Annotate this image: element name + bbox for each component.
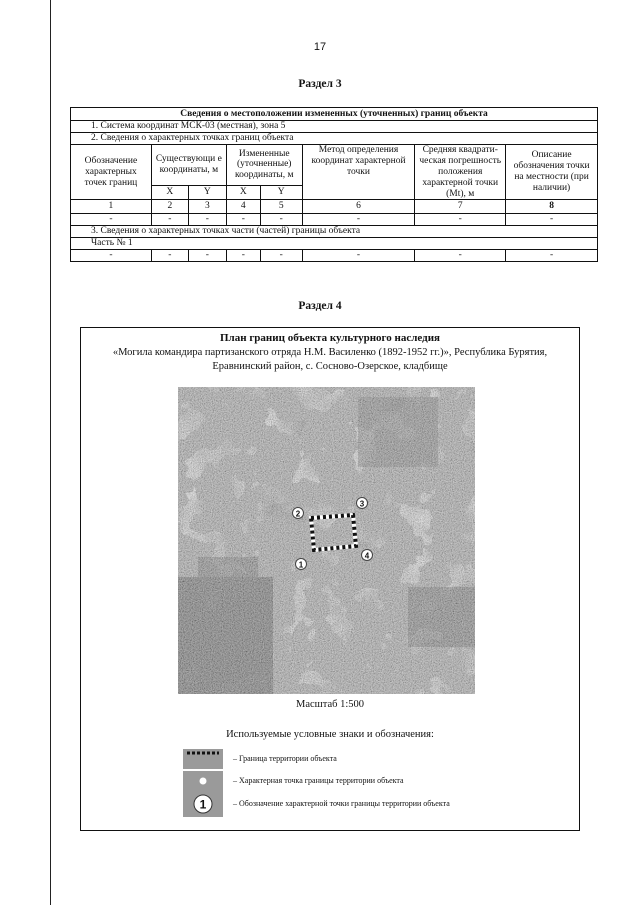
column-number: 8 bbox=[506, 200, 598, 214]
table-cell: - bbox=[302, 250, 415, 262]
page-number: 17 bbox=[313, 41, 327, 53]
table-cell: - bbox=[71, 250, 152, 262]
table-cell: - bbox=[71, 214, 152, 226]
section-4-title: Раздел 4 bbox=[298, 300, 342, 312]
legend-point-label: 1 bbox=[199, 797, 207, 812]
boundary-point-4 bbox=[362, 550, 373, 561]
boundary-point-2 bbox=[293, 508, 304, 519]
header-existing-y: Y bbox=[188, 185, 226, 200]
table-cell: - bbox=[151, 214, 188, 226]
header-point-designation: Обозначение характерных точек границ bbox=[71, 144, 152, 200]
table-cell: - bbox=[302, 214, 415, 226]
aerial-map bbox=[178, 387, 475, 694]
table-cell: - bbox=[415, 214, 506, 226]
table-cell: - bbox=[188, 214, 226, 226]
table-cell: - bbox=[260, 250, 302, 262]
column-number: 6 bbox=[302, 200, 415, 214]
column-number-row bbox=[71, 200, 598, 214]
header-accuracy: Средняя квадрати-ческая погрешность положения характерной точки (Mt), м bbox=[415, 144, 506, 200]
plan-subtitle-line: «Могила командира партизанского отряда Н.М. Василенко (1892-1952 гг.)», Республика Бурятия, bbox=[112, 347, 548, 358]
column-number: 3 bbox=[188, 200, 226, 214]
legend-text: – Граница территории объекта bbox=[233, 754, 337, 763]
point-label: 1 bbox=[298, 560, 304, 570]
point-label: 3 bbox=[359, 499, 365, 509]
header-changed-coords: Измененные (уточненные) координаты, м bbox=[226, 144, 302, 185]
boundary-plan-frame bbox=[80, 327, 580, 831]
boundary-point-1 bbox=[296, 559, 307, 570]
table-cell: - bbox=[151, 250, 188, 262]
header-changed-y: Y bbox=[260, 185, 302, 200]
map-scale: Масштаб 1:500 bbox=[295, 699, 364, 710]
table-cell: - bbox=[188, 250, 226, 262]
numbered-point-icon bbox=[183, 791, 223, 817]
table-cell: - bbox=[506, 250, 598, 262]
header-existing-coords: Существующи е координаты, м bbox=[151, 144, 226, 185]
table-row bbox=[71, 214, 598, 226]
column-number: 5 bbox=[260, 200, 302, 214]
table-cell: - bbox=[226, 250, 260, 262]
table-title: Сведения о местоположении измененных (уточненных) границ объекта bbox=[71, 108, 598, 121]
plan-title: План границ объекта культурного наследия bbox=[220, 332, 440, 344]
legend-text: – Характерная точка границы территории объекта bbox=[233, 776, 404, 785]
part-label-row: Часть № 1 bbox=[71, 238, 598, 250]
plan-subtitle-line: Еравнинский район, с. Сосново-Озерское, кладбище bbox=[212, 360, 448, 372]
coord-system-row: 1. Система координат МСК-03 (местная), зона 5 bbox=[71, 121, 598, 133]
page-margin-line bbox=[50, 0, 51, 905]
char-points-section-row: 2. Сведения о характерных точках границ объекта bbox=[71, 132, 598, 144]
boundary-point-3 bbox=[357, 498, 368, 509]
column-number: 2 bbox=[151, 200, 188, 214]
header-method: Метод определения координат характерной точки bbox=[302, 144, 415, 200]
table-row bbox=[71, 250, 598, 262]
column-number: 7 bbox=[415, 200, 506, 214]
part-points-section-row: 3. Сведения о характерных точках части (частей) границы объекта bbox=[71, 226, 598, 238]
aerial-map-image bbox=[178, 387, 475, 694]
column-number: 1 bbox=[71, 200, 152, 214]
table-cell: - bbox=[226, 214, 260, 226]
legend-title: Используемые условные знаки и обозначения: bbox=[226, 729, 434, 740]
header-existing-x: X bbox=[151, 185, 188, 200]
header-description: Описание обозначения точки на местности (при наличии) bbox=[506, 144, 598, 200]
table-cell: - bbox=[506, 214, 598, 226]
boundary-info-table bbox=[70, 107, 598, 262]
table-cell: - bbox=[415, 250, 506, 262]
point-dot-icon bbox=[183, 771, 223, 791]
header-changed-x: X bbox=[226, 185, 260, 200]
column-number: 4 bbox=[226, 200, 260, 214]
point-label: 2 bbox=[295, 509, 301, 519]
table-cell: - bbox=[260, 214, 302, 226]
plan-subtitle bbox=[81, 346, 579, 373]
point-label: 4 bbox=[364, 551, 370, 561]
dashed-boundary-icon bbox=[183, 749, 223, 769]
section-3-title: Раздел 3 bbox=[298, 78, 342, 90]
legend-text: – Обозначение характерной точки границы территории объекта bbox=[233, 799, 450, 808]
